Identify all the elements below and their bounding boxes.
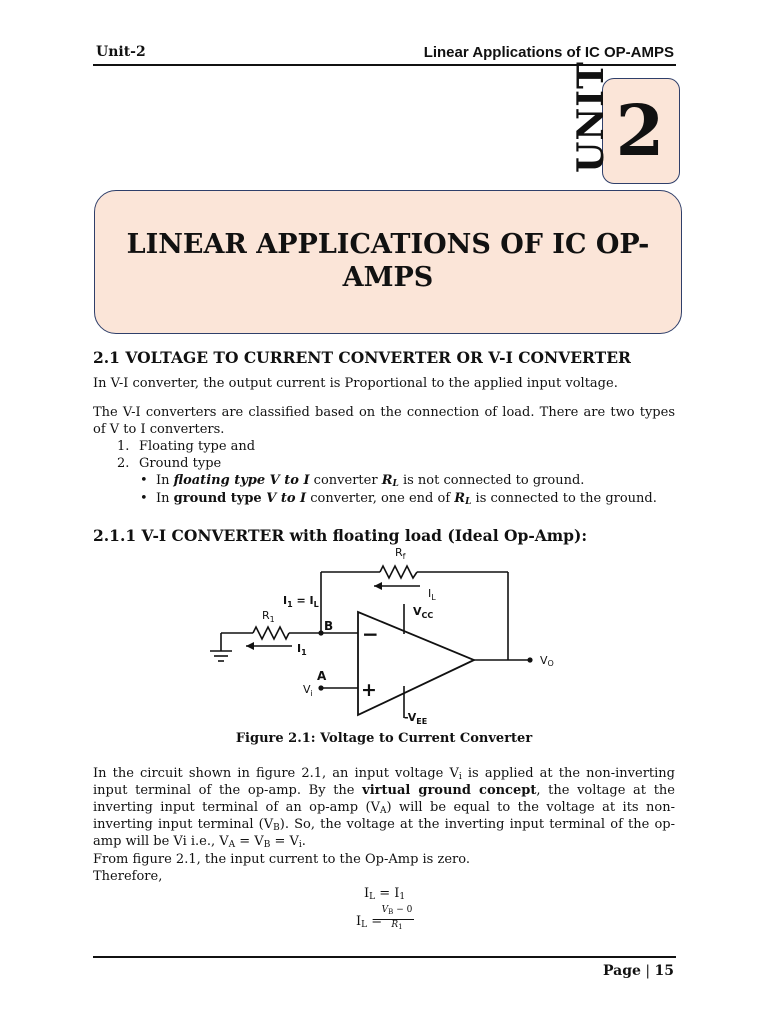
- resistor-r1: [253, 627, 289, 639]
- bullet-floating-type: In floating type V to I converter $R_L$ is not connected to ground.: [156, 473, 585, 489]
- node-a-dot: [318, 685, 323, 690]
- section-heading-2-1: 2.1 VOLTAGE TO CURRENT CONVERTER OR V-I CONVERTER: [93, 348, 631, 367]
- unit-number: 2: [615, 89, 665, 172]
- label-il-feedback: $I_L$: [428, 587, 436, 602]
- equation-il-fraction-lhs: $I_L$ =: [356, 914, 383, 930]
- chapter-title: LINEAR APPLICATIONS OF IC OP-AMPS: [126, 229, 650, 293]
- list-number-1: 1.: [117, 439, 130, 454]
- label-vcc: $V_{CC}$: [413, 605, 434, 620]
- label-inverting-sign: −: [362, 622, 379, 646]
- label-i1-equals-il: $I_1 = I_L$: [283, 594, 319, 609]
- fraction-denominator: $R_1$: [391, 920, 403, 931]
- paragraph-circuit-line-6: From figure 2.1, the input current to the Op-Amp is zero.: [93, 852, 470, 867]
- bullet-dot: •: [140, 473, 148, 488]
- page-number: Page | 15: [602, 963, 674, 979]
- il-arrowhead: [374, 582, 382, 590]
- label-rf: $R_f$: [395, 546, 406, 561]
- label-vi: $V_i$: [303, 683, 313, 698]
- list-item-ground: Ground type: [139, 456, 222, 471]
- label-node-a: A: [317, 669, 327, 683]
- i1-arrowhead: [246, 642, 254, 650]
- paragraph-circuit-line-2: input terminal of the op-amp. By the virtual ground concept, the voltage at the: [93, 783, 675, 798]
- label-i1: $I_1$: [297, 642, 307, 657]
- paragraph-vi-types: The V-I converters are classified based on the connection of load. There are two types of V to I converters.: [93, 405, 675, 437]
- header-unit-label: Unit-2: [96, 44, 146, 60]
- label-vo: VO: [540, 654, 554, 668]
- bullet-dot: •: [140, 491, 148, 506]
- paragraph-circuit-line-1: In the circuit shown in figure 2.1, an input voltage $V_i$ is applied at the non-inverting: [93, 766, 675, 782]
- header-chapter-title: Linear Applications of IC OP-AMPS: [423, 44, 674, 61]
- resistor-rf: [380, 566, 417, 578]
- equation-il-equals-i1: $I_L = I_1$: [364, 886, 406, 902]
- label-vee: $-V_{EE}$: [404, 711, 428, 726]
- equation-fraction: [380, 905, 414, 933]
- list-item-floating: Floating type and: [139, 439, 256, 454]
- output-node-dot: [527, 657, 532, 662]
- paragraph-circuit-line-5: amp will be Vi i.e., $V_A = V_B = V_i$.: [93, 834, 306, 850]
- fraction-numerator: $V_B - 0$: [380, 905, 414, 920]
- label-non-inverting-sign: +: [361, 679, 377, 701]
- bullet-ground-type: In ground type V to I converter, one end of $R_L$ is connected to the ground.: [156, 491, 657, 507]
- node-b-dot: [318, 630, 323, 635]
- list-number-2: 2.: [117, 456, 130, 471]
- footer-rule: [93, 956, 676, 958]
- section-heading-2-1-1: 2.1.1 V-I CONVERTER with floating load (Ideal Op-Amp):: [93, 526, 588, 545]
- paragraph-circuit-line-3: inverting input terminal of an op-amp $(V_A)$ will be equal to the voltage at its non-: [93, 800, 675, 816]
- label-r1: $R_1$: [262, 609, 275, 624]
- label-node-b: B: [324, 619, 334, 633]
- unit-word: UNIT: [570, 61, 612, 173]
- figure-caption: Figure 2.1: Voltage to Current Converter: [235, 731, 533, 746]
- paragraph-circuit-line-4: inverting input terminal $(V_B)$. So, the voltage at the inverting input terminal of the op-: [93, 817, 676, 833]
- paragraph-vi-intro: In V-I converter, the output current is Proportional to the applied input voltage.: [93, 376, 618, 391]
- paragraph-therefore: Therefore,: [93, 869, 163, 884]
